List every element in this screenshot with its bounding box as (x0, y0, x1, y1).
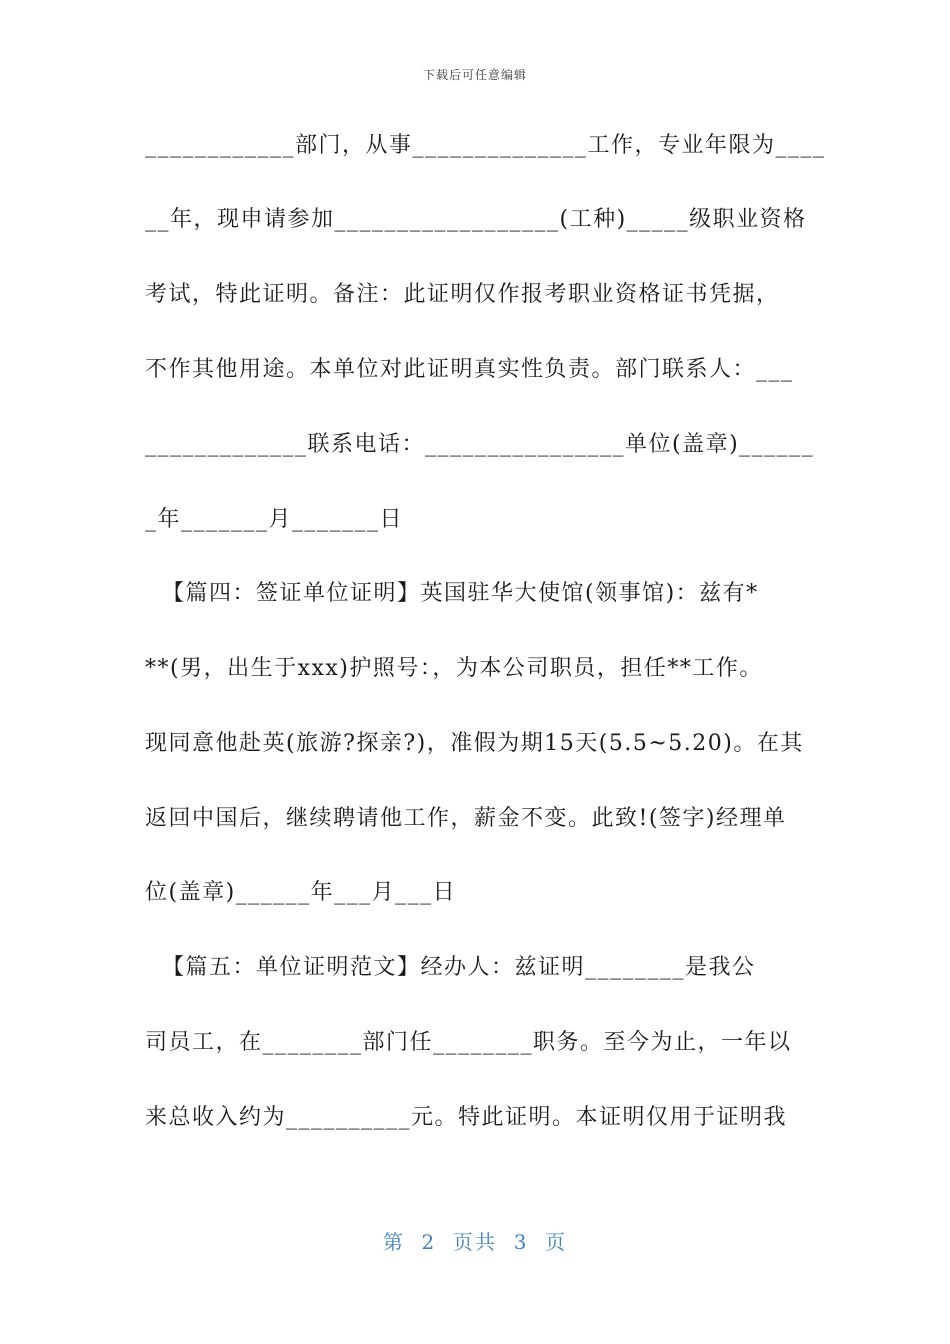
body-line: 位(盖章)______年___月___日 (145, 880, 457, 905)
body-line: _____________联系电话：________________单位(盖章)______ (145, 432, 815, 457)
body-line: __年，现申请参加__________________(工种)_____级职业资格 (145, 207, 807, 232)
body-line: 考试，特此证明。备注：此证明仅作报考职业资格证书凭据， (145, 282, 780, 307)
section-heading-line: 【篇四：签证单位证明】英国驻华大使馆(领事馆)：兹有* (145, 581, 759, 606)
body-line: 来总收入约为__________元。特此证明。本证明仅用于证明我 (145, 1105, 788, 1130)
body-line: 现同意他赴英(旅游?探亲?)，准假为期15天(5.5~5.20)。在其 (145, 731, 804, 756)
body-line: _年_______月_______日 (145, 507, 404, 532)
body-line: **(男，出生于xxx)护照号：，为本公司职员，担任**工作。 (145, 656, 763, 681)
body-line: ____________部门，从事______________工作，专业年限为____ (145, 133, 826, 158)
page-header: 下载后可任意编辑 (422, 68, 527, 82)
page-number-footer: 第 2 页共 3 页 (382, 1230, 568, 1254)
section-heading-line: 【篇五：单位证明范文】经办人：兹证明________是我公 (145, 955, 756, 980)
body-line: 司员工，在________部门任________职务。至今为止，一年以 (145, 1030, 792, 1055)
body-line: 不作其他用途。本单位对此证明真实性负责。部门联系人：___ (145, 357, 794, 382)
body-line: 返回中国后，继续聘请他工作，薪金不变。此致!(签字)经理单 (145, 806, 787, 831)
